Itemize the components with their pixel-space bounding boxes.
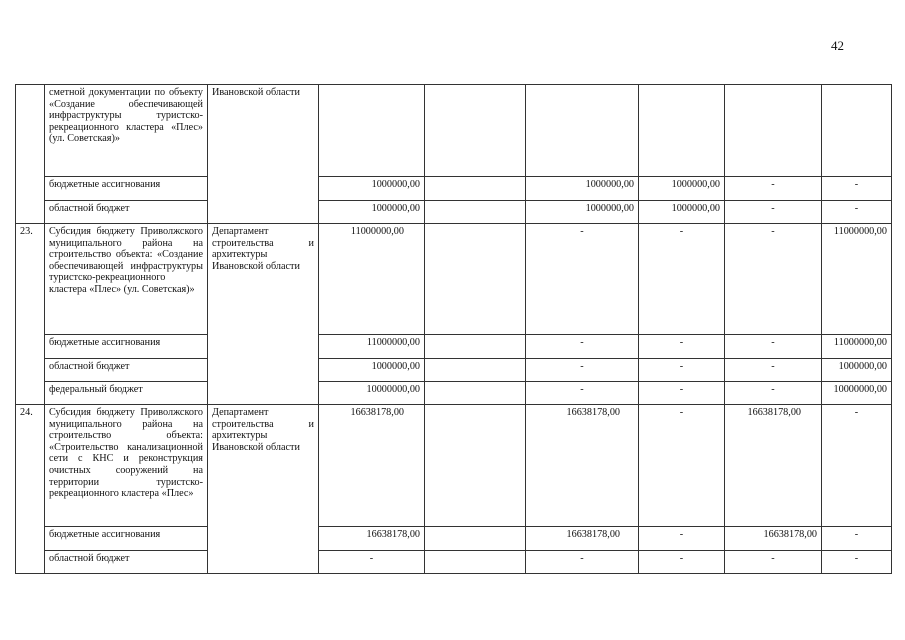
value-cell: - bbox=[639, 224, 725, 335]
value-cell: - bbox=[725, 335, 822, 359]
table-row bbox=[16, 177, 892, 201]
value-cell: 1000000,00 bbox=[639, 177, 725, 201]
value-cell: 10000000,00 bbox=[822, 382, 892, 405]
value-cell: - bbox=[639, 359, 725, 382]
table-row bbox=[16, 527, 892, 551]
value-cell: 1000000,00 bbox=[319, 359, 425, 382]
value-cell: 16638178,00 bbox=[526, 527, 639, 551]
value-cell: - bbox=[319, 551, 425, 574]
value-cell: 16638178,00 bbox=[319, 527, 425, 551]
value-cell: - bbox=[822, 405, 892, 527]
item-name-cell: областной бюджет bbox=[45, 359, 208, 382]
value-cell bbox=[319, 85, 425, 177]
value-cell bbox=[725, 85, 822, 177]
value-cell: 16638178,00 bbox=[526, 405, 639, 527]
value-cell: - bbox=[725, 382, 822, 405]
value-cell: - bbox=[639, 382, 725, 405]
value-cell bbox=[425, 177, 526, 201]
value-cell bbox=[425, 201, 526, 224]
budget-table bbox=[15, 84, 892, 574]
value-cell: - bbox=[725, 224, 822, 335]
value-cell: - bbox=[639, 551, 725, 574]
executor-cell: Департамент строительства и архитектуры Ивановской области bbox=[208, 405, 319, 574]
value-cell: 1000000,00 bbox=[526, 201, 639, 224]
table-row bbox=[16, 551, 892, 574]
value-cell: - bbox=[822, 177, 892, 201]
value-cell bbox=[425, 551, 526, 574]
executor-cell: Ивановской области bbox=[208, 85, 319, 224]
value-cell: - bbox=[725, 177, 822, 201]
item-name-cell: бюджетные ассигнования bbox=[45, 335, 208, 359]
value-cell: - bbox=[526, 551, 639, 574]
value-cell: - bbox=[822, 201, 892, 224]
value-cell bbox=[425, 527, 526, 551]
value-cell: - bbox=[725, 359, 822, 382]
value-cell bbox=[425, 335, 526, 359]
value-cell: 16638178,00 bbox=[725, 405, 822, 527]
index-cell: 23. bbox=[16, 224, 45, 405]
value-cell bbox=[526, 85, 639, 177]
table-row bbox=[16, 85, 892, 177]
item-name-cell: областной бюджет bbox=[45, 551, 208, 574]
value-cell bbox=[425, 405, 526, 527]
value-cell: - bbox=[526, 335, 639, 359]
item-name-cell: Субсидия бюджету Приволжского муниципального района на строительство объекта: «Создание обеспечивающей инфраструктуры туристско-рекреационного кластера «Плес» (ул. Советская)» bbox=[45, 224, 208, 335]
value-cell bbox=[639, 85, 725, 177]
table-row bbox=[16, 201, 892, 224]
table-row bbox=[16, 382, 892, 405]
value-cell: - bbox=[725, 201, 822, 224]
value-cell: - bbox=[822, 527, 892, 551]
value-cell: - bbox=[822, 551, 892, 574]
value-cell: - bbox=[639, 335, 725, 359]
value-cell: 10000000,00 bbox=[319, 382, 425, 405]
value-cell: - bbox=[725, 551, 822, 574]
value-cell bbox=[822, 85, 892, 177]
table-row bbox=[16, 359, 892, 382]
executor-cell: Департамент строительства и архитектуры Ивановской области bbox=[208, 224, 319, 405]
value-cell: 11000000,00 bbox=[822, 224, 892, 335]
value-cell bbox=[425, 85, 526, 177]
value-cell: - bbox=[526, 224, 639, 335]
value-cell bbox=[425, 382, 526, 405]
value-cell: - bbox=[526, 382, 639, 405]
item-name-cell: бюджетные ассигнования bbox=[45, 177, 208, 201]
item-name-cell: областной бюджет bbox=[45, 201, 208, 224]
value-cell: 1000000,00 bbox=[822, 359, 892, 382]
index-cell: 24. bbox=[16, 405, 45, 574]
value-cell bbox=[425, 359, 526, 382]
value-cell: 1000000,00 bbox=[319, 177, 425, 201]
table-row bbox=[16, 335, 892, 359]
value-cell: 16638178,00 bbox=[319, 405, 425, 527]
item-name-cell: сметной документации по объекту «Создание обеспечивающей инфраструктуры туристско-рекреационного кластера «Плес» (ул. Советская)» bbox=[45, 85, 208, 177]
value-cell: - bbox=[639, 527, 725, 551]
value-cell: 1000000,00 bbox=[319, 201, 425, 224]
table-row bbox=[16, 405, 892, 527]
index-cell bbox=[16, 85, 45, 224]
value-cell: 11000000,00 bbox=[319, 335, 425, 359]
value-cell: 1000000,00 bbox=[526, 177, 639, 201]
value-cell: 16638178,00 bbox=[725, 527, 822, 551]
value-cell: - bbox=[639, 405, 725, 527]
value-cell: 1000000,00 bbox=[639, 201, 725, 224]
page-number: 42 bbox=[831, 38, 844, 53]
value-cell: - bbox=[526, 359, 639, 382]
value-cell: 11000000,00 bbox=[822, 335, 892, 359]
item-name-cell: бюджетные ассигнования bbox=[45, 527, 208, 551]
table-row bbox=[16, 224, 892, 335]
item-name-cell: Субсидия бюджету Приволжского муниципального района на строительство объекта: «Строительство канализационной сети с КНС и реконструкция очистных сооружений на территории туристско-рекреационного кластера «Плес» bbox=[45, 405, 208, 527]
value-cell: 11000000,00 bbox=[319, 224, 425, 335]
item-name-cell: федеральный бюджет bbox=[45, 382, 208, 405]
value-cell bbox=[425, 224, 526, 335]
